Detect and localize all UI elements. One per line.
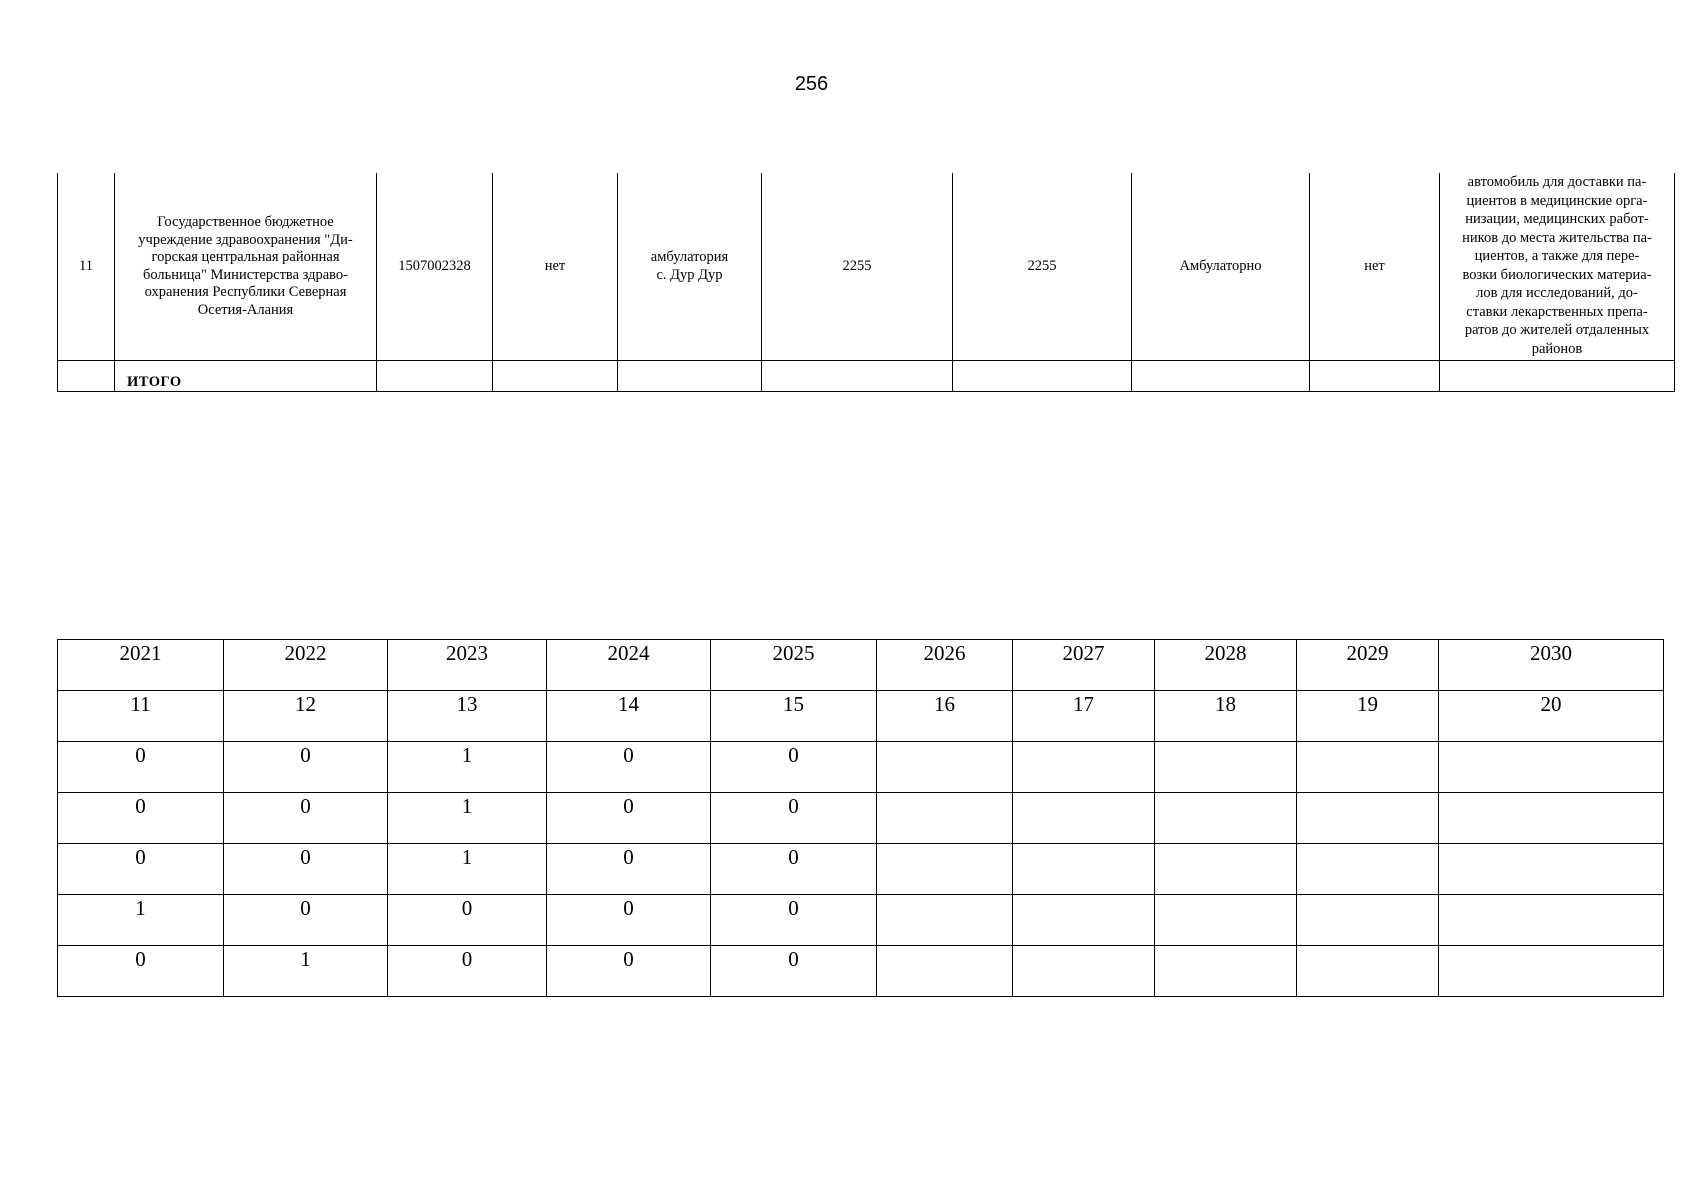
table-cell: 2026 (877, 640, 1013, 691)
table-cell: 0 (547, 946, 711, 997)
table-cell: 0 (711, 844, 877, 895)
table-cell: 2023 (388, 640, 547, 691)
table-cell: 0 (58, 793, 224, 844)
table-cell (1013, 844, 1155, 895)
table-row (58, 895, 1664, 946)
table-cell (877, 793, 1013, 844)
organization-line: горская центральная районная (151, 249, 340, 265)
table-cell: 0 (224, 844, 388, 895)
total-label: ИТОГО (115, 361, 377, 392)
table-cell: 1 (388, 844, 547, 895)
table-cell: 0 (547, 844, 711, 895)
table-cell: 11 (58, 691, 224, 742)
table-cell: 0 (58, 946, 224, 997)
description-cell (1440, 173, 1675, 361)
table-cell: 2024 (547, 640, 711, 691)
table-cell: 16 (877, 691, 1013, 742)
table-cell: 0 (224, 742, 388, 793)
table-cell: 0 (547, 742, 711, 793)
description-line: районов (1531, 340, 1583, 357)
table-cell (1013, 742, 1155, 793)
table-cell (1297, 895, 1439, 946)
table-row (58, 844, 1664, 895)
table-cell (1297, 844, 1439, 895)
table-cell (1297, 793, 1439, 844)
table-cell: 19 (1297, 691, 1439, 742)
table-cell: 2022 (224, 640, 388, 691)
description-line: лов для исследований, до- (1476, 285, 1638, 301)
table-cell (493, 361, 618, 392)
description-line: низации, медицинских работ- (1465, 211, 1649, 227)
description-line: ников до места жительства па- (1462, 229, 1652, 246)
table-cell: 0 (224, 895, 388, 946)
table-cell: 0 (224, 793, 388, 844)
table-cell (1297, 946, 1439, 997)
table-cell: 1 (388, 742, 547, 793)
table-cell (877, 742, 1013, 793)
table-cell: 0 (547, 793, 711, 844)
total-row (58, 361, 1675, 392)
table-cell: 2027 (1013, 640, 1155, 691)
description-line: ратов до жителей отдаленных (1464, 322, 1650, 338)
value-a-cell: 2255 (762, 173, 953, 361)
organization-cell (115, 173, 377, 361)
table-cell (1155, 946, 1297, 997)
table-cell (953, 361, 1132, 392)
table-cell: 17 (1013, 691, 1155, 742)
inn-cell: 1507002328 (377, 173, 493, 361)
table-cell: 0 (547, 895, 711, 946)
table-cell: 0 (711, 946, 877, 997)
col4-cell: нет (493, 173, 618, 361)
table-cell: 2025 (711, 640, 877, 691)
table-cell: 0 (711, 895, 877, 946)
table-cell (377, 361, 493, 392)
description-line: ставки лекарственных препа- (1466, 303, 1648, 320)
table-cell (1155, 793, 1297, 844)
table-cell (762, 361, 953, 392)
table-cell: 0 (711, 742, 877, 793)
table-cell (1155, 844, 1297, 895)
table-cell (1439, 895, 1664, 946)
organization-line: Осетия-Алания (197, 301, 294, 318)
table-cell: 18 (1155, 691, 1297, 742)
value-b-cell: 2255 (953, 173, 1132, 361)
table-cell: 2030 (1439, 640, 1664, 691)
table-cell: 0 (388, 895, 547, 946)
facility-line: с. Дур Дур (656, 266, 723, 283)
col9-cell: нет (1310, 173, 1440, 361)
row-number-cell: 11 (58, 173, 115, 361)
table-cell: 13 (388, 691, 547, 742)
table-cell: 14 (547, 691, 711, 742)
description-line: автомобиль для доставки па- (1467, 174, 1647, 190)
table-cell: 0 (58, 844, 224, 895)
table-cell (877, 844, 1013, 895)
column-number-row (58, 691, 1664, 742)
table-cell: 15 (711, 691, 877, 742)
table-cell: 1 (388, 793, 547, 844)
organization-line: больница" Министерства здраво- (142, 266, 349, 283)
facility-cell (618, 173, 762, 361)
table-cell (1297, 742, 1439, 793)
organization-line: охранения Республики Северная (144, 284, 347, 300)
facility-line: амбулатория (650, 249, 729, 265)
table-cell (1439, 793, 1664, 844)
table-cell: 12 (224, 691, 388, 742)
table-row (58, 946, 1664, 997)
organization-line: Государственное бюджетное (157, 214, 334, 230)
table-cell (1439, 844, 1664, 895)
table-row (58, 793, 1664, 844)
page-number: 256 (794, 73, 829, 95)
care-type-cell: Амбулаторно (1132, 173, 1310, 361)
table-cell (618, 361, 762, 392)
table-cell (1132, 361, 1310, 392)
table-cell (1155, 895, 1297, 946)
description-line: циентов, а также для пере- (1474, 248, 1640, 264)
organization-line: учреждение здравоохранения "Ди- (138, 231, 353, 248)
table-cell (1440, 361, 1675, 392)
year-header-row (58, 640, 1664, 691)
table-cell: 2021 (58, 640, 224, 691)
table-cell (1013, 793, 1155, 844)
description-line: циентов в медицинские орга- (1466, 192, 1648, 209)
table-cell (58, 361, 115, 392)
table-cell (877, 946, 1013, 997)
registry-row (58, 173, 1675, 361)
table-cell (1155, 742, 1297, 793)
table-cell (1013, 895, 1155, 946)
table-row (58, 742, 1664, 793)
table-cell: 1 (58, 895, 224, 946)
table-cell (1310, 361, 1440, 392)
table-cell: 0 (388, 946, 547, 997)
description-line: возки биологических материа- (1462, 266, 1652, 283)
table-cell: 2028 (1155, 640, 1297, 691)
table-cell (877, 895, 1013, 946)
table-cell: 2029 (1297, 640, 1439, 691)
table-cell (1439, 742, 1664, 793)
table-cell: 20 (1439, 691, 1664, 742)
years-table (57, 639, 1664, 997)
table-cell: 0 (711, 793, 877, 844)
table-cell (1013, 946, 1155, 997)
table-cell (1439, 946, 1664, 997)
table-cell: 0 (58, 742, 224, 793)
registry-table (57, 173, 1675, 392)
table-cell: 1 (224, 946, 388, 997)
